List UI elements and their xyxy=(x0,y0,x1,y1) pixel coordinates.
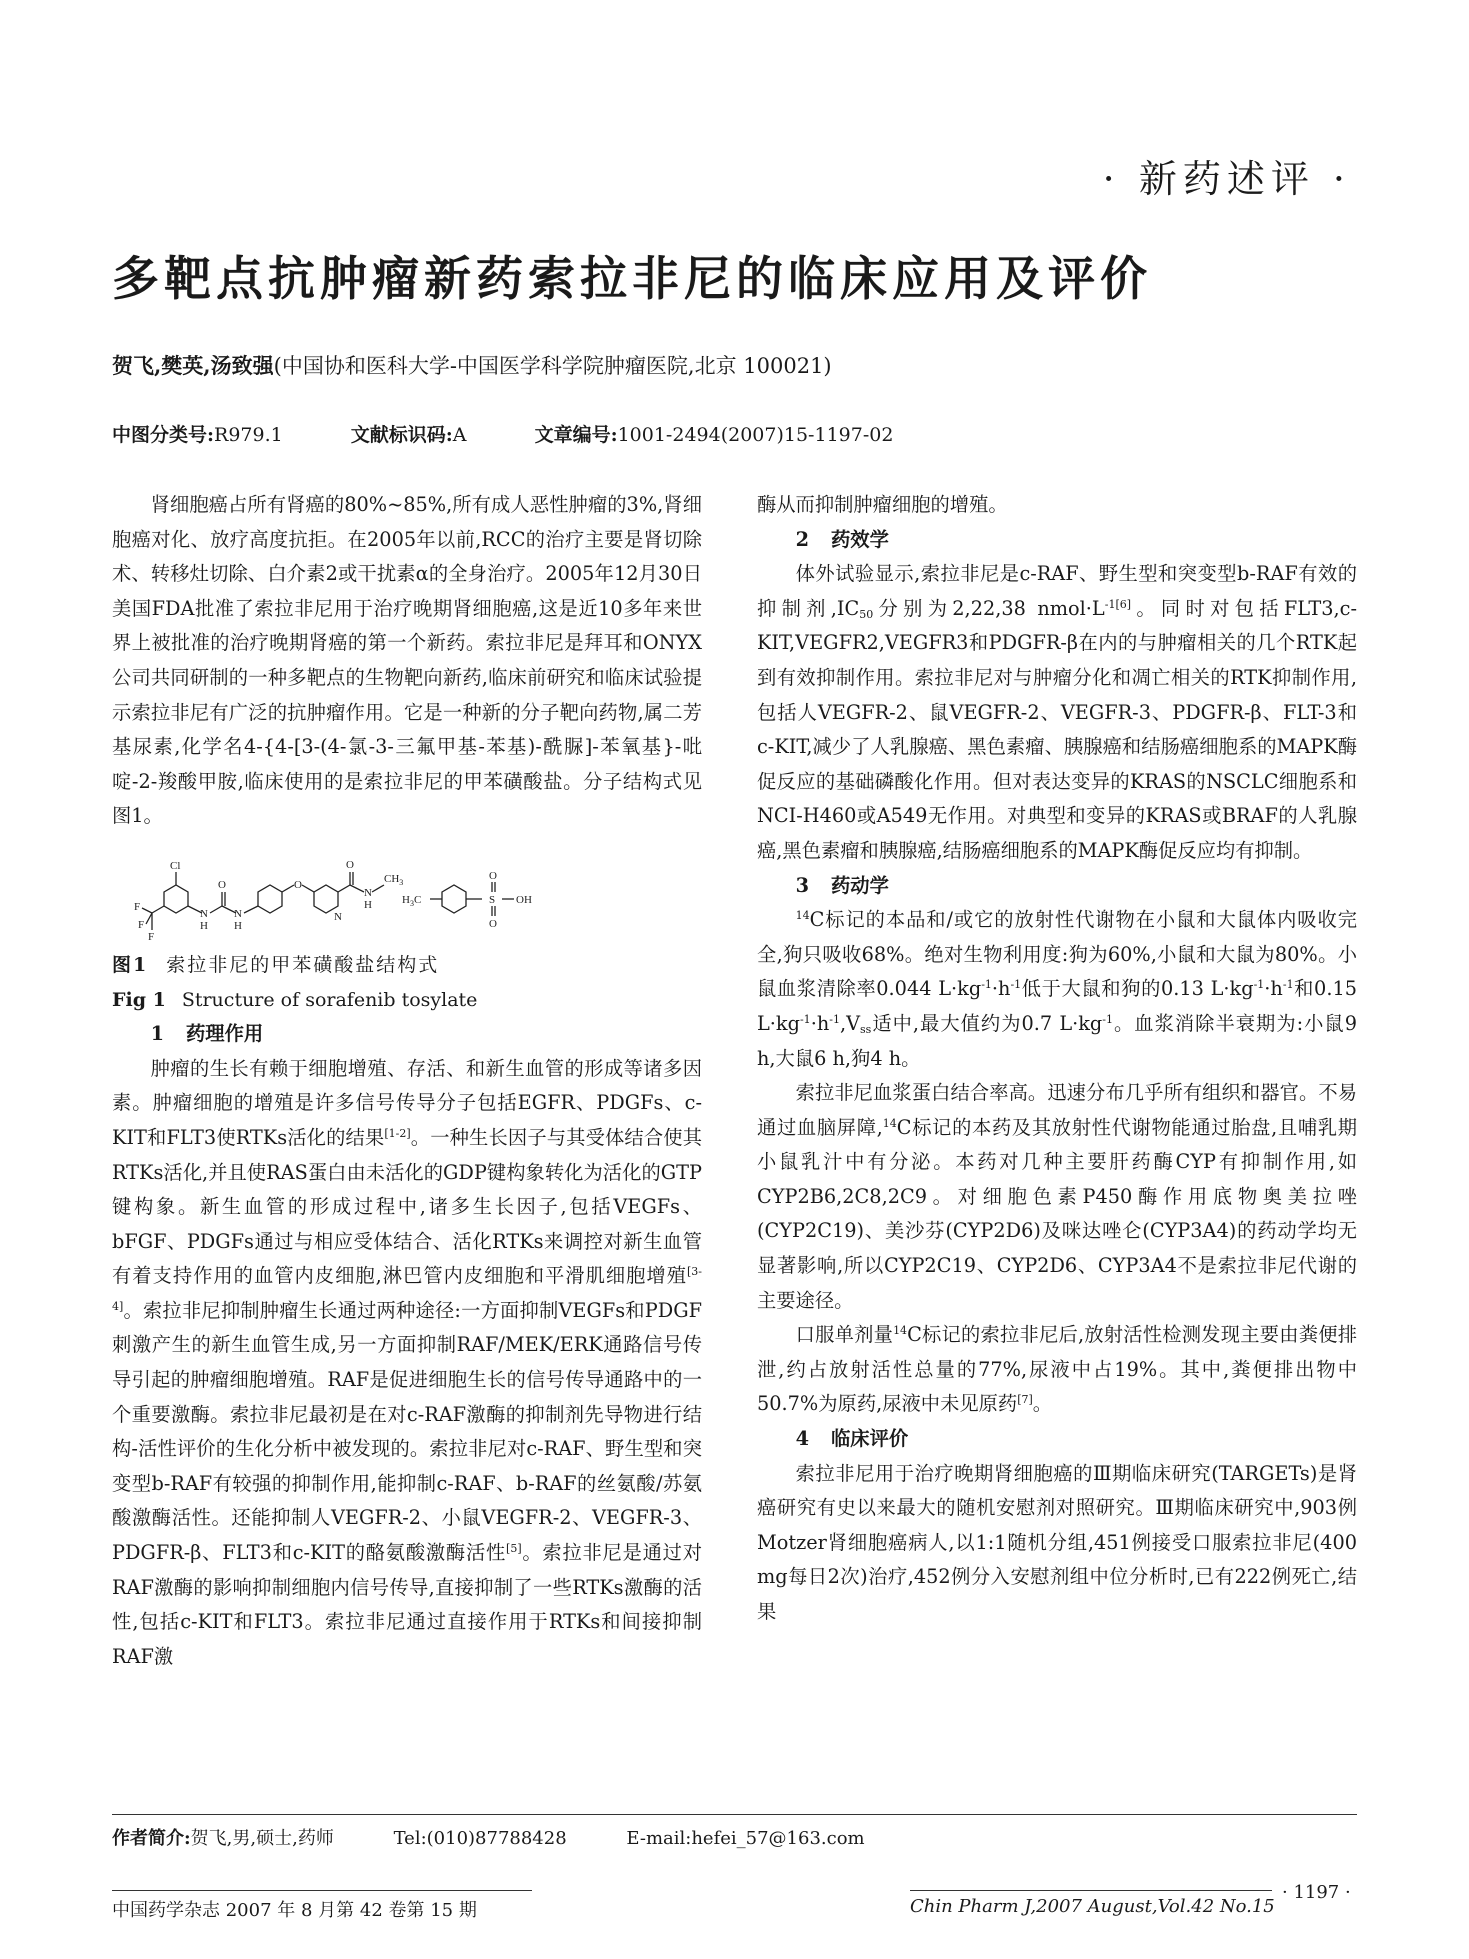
right-column xyxy=(757,488,1357,1630)
section-3-heading: 3 药动学 xyxy=(795,873,889,897)
footer-rule-left xyxy=(112,1890,532,1891)
section-tag: · 新药述评 · xyxy=(1102,157,1351,201)
atom-h1: H xyxy=(200,919,208,932)
left-column xyxy=(112,488,702,1674)
sorafenib-tosylate-structure xyxy=(112,842,702,942)
atom-n-pyridine: N xyxy=(334,910,342,923)
atom-o-top: O xyxy=(489,869,497,882)
intro-paragraph: 肾细胞癌占所有肾癌的80%~85%,所有成人恶性肿瘤的3%,肾细胞癌对化、放疗高度抗拒。在2005年以前,RCC的治疗主要是肾切除术、转移灶切除、白介素2或干扰素α的全身治疗。2005年12月30日美国FDA批准了索拉非尼用于治疗晚期肾细胞癌,这是近10多年来世界上被批准的治疗晚期肾癌的第一个新药。索拉非尼是拜耳和ONYX公司共同研制的一种多靶点的生物靶向新药,临床前研究和临床试验提示索拉非尼有广泛的抗肿瘤作用。它是一种新的分子靶向药物,属二芳基尿素,化学名4-{4-[3-(4-氯-3-三氟甲基-苯基)-酰脲]-苯氧基}-吡啶-2-羧酸甲胺,临床使用的是索拉非尼的甲苯磺酸盐。分子结构式见图1。 xyxy=(112,493,702,828)
article-meta xyxy=(112,420,955,447)
footer-journal-en: Chin Pharm J,2007 August,Vol.42 No.15 xyxy=(910,1896,1275,1917)
footnote-email: E-mail:hefei_57@163.com xyxy=(626,1828,865,1849)
footnote-tel: Tel:(010)87788428 xyxy=(393,1828,567,1849)
atom-h3c: $H_3C$ xyxy=(402,893,422,908)
atom-h2: H xyxy=(234,919,242,932)
document-code: 文献标识码:A xyxy=(350,424,467,446)
atom-o-bottom: O xyxy=(489,917,497,930)
atom-o-amide: O xyxy=(346,858,354,871)
footer-rule-right xyxy=(910,1890,1272,1891)
atom-n2: N xyxy=(234,907,242,920)
atom-o-urea: O xyxy=(218,878,226,891)
figure-1 xyxy=(112,842,702,942)
atom-oh: OH xyxy=(516,893,532,906)
atom-s: S xyxy=(489,893,496,906)
author-line xyxy=(112,350,832,380)
figure-caption-cn: 图1 索拉非尼的甲苯磺酸盐结构式 xyxy=(112,953,440,976)
section-4-body: 索拉非尼用于治疗晚期肾细胞癌的Ⅲ期临床研究(TARGETs)是肾癌研究有史以来最大的随机安慰剂对照研究。Ⅲ期临床研究中,903例Motzer肾细胞癌病人,以1:1随机分组,451例接受口服索拉非尼(400 mg每日2次)治疗,452例分入安慰剂组中位分析时,已有222例死亡,结果 xyxy=(757,1461,1357,1623)
section-3-body-1: $^{14}$C标记的本品和/或它的放射性代谢物在小鼠和大鼠体内吸收完全,狗只吸收68%。绝对生物利用度:狗为60%,小鼠和大鼠为80%。小鼠血浆清除率0.044 $L\cdot kg^{-1}\cdot h^{-1}$低于大鼠和狗的0.13 $L\cdot kg^{-1}\cdot h^{-1}$和0.15 $L\cdot kg^{-1}\cdot h^{-1},V_{ss}$适中,最大值约为0.7 $L\cdot kg^{-1}$。血浆消除半衰期为:小鼠9 h,大鼠6 h,狗4 h。 xyxy=(757,908,1357,1070)
footnote-bio: 贺飞,男,硕士,药师 xyxy=(190,1828,334,1849)
section-1-heading: 1 药理作用 xyxy=(150,1022,264,1046)
section-3-body-3: 口服单剂量$^{14}$C标记的索拉非尼后,放射活性检测发现主要由粪便排泄,约占放射活性总量的77%,尿液中占19%。其中,粪便排出物中50.7%为原药,尿液中未见原药[7]。 xyxy=(757,1323,1357,1416)
section-1-body: 肿瘤的生长有赖于细胞增殖、存活、和新生血管的形成等诸多因素。肿瘤细胞的增殖是许多信号传导分子包括EGFR、PDGFs、c-KIT和FLT3使RTKs活化的结果[1-2]。一种生长因子与其受体结合使其RTKs活化,并且使RAS蛋白由未活化的GDP键构象转化为活化的GTP键构象。新生血管的形成过程中,诸多生长因子,包括VEGFs、bFGF、PDGFs通过与相应受体结合、活化RTKs来调控对新生血管有着支持作用的血管内皮细胞,淋巴管内皮细胞和平滑肌细胞增殖[3-4]。索拉非尼抑制肿瘤生长通过两种途径:一方面抑制VEGFs和PDGF刺激产生的新生血管生成,另一方面抑制RAF/MEK/ERK通路信号传导引起的肿瘤细胞增殖。RAF是促进细胞生长的信号传导通路中的一个重要激酶。索拉非尼最初是在对c-RAF激酶的抑制剂先导物进行结构-活性评价的生化分析中被发现的。索拉非尼对c-RAF、野生型和突变型b-RAF有较强的抑制作用,能抑制c-RAF、b-RAF的丝氨酸/苏氨酸激酶活性。还能抑制人VEGFR-2、小鼠VEGFR-2、VEGFR-3、PDGFR-β、FLT3和c-KIT的酪氨酸激酶活性[5]。索拉非尼是通过对RAF激酶的影响抑制细胞内信号传导,直接抑制了一些RTKs激酶的活性,包括c-KIT和FLT3。索拉非尼通过直接作用于RTKs和间接抑制RAF激 xyxy=(112,1056,703,1668)
page-number: · 1197 · xyxy=(1282,1882,1351,1903)
continued-text: 酶从而抑制肿瘤细胞的增殖。 xyxy=(757,493,1008,516)
section-4-heading: 4 临床评价 xyxy=(795,1427,909,1451)
footnote-label: 作者简介: xyxy=(112,1828,191,1849)
footnote-divider xyxy=(112,1814,1357,1815)
section-3-body-2: 索拉非尼血浆蛋白结合率高。迅速分布几乎所有组织和器官。不易通过血脑屏障,$^{14}$C标记的本药及其放射性代谢物能通过胎盘,且哺乳期小鼠乳汁中有分泌。本药对几种主要肝药酶CYP有抑制作用,如CYP2B6,2C8,2C9。对细胞色素P450酶作用底物奥美拉唑(CYP2C19)、美沙芬(CYP2D6)及咪达唑仑(CYP3A4)的药动学均无显著影响,所以CYP2C19、CYP2D6、CYP3A4不是索拉非尼代谢的主要途径。 xyxy=(757,1081,1357,1312)
atom-cl: Cl xyxy=(170,859,181,872)
author-names: 贺飞,樊英,汤致强 xyxy=(112,353,274,378)
section-2-heading: 2 药效学 xyxy=(795,527,889,551)
atom-n1: N xyxy=(200,907,208,920)
atom-o-ether: O xyxy=(294,878,302,891)
atom-f3: F xyxy=(148,930,155,942)
figure-caption-en: Fig 1 Structure of sorafenib tosylate xyxy=(112,988,478,1011)
clc-number: 中图分类号:R979.1 xyxy=(112,424,283,446)
article-number: 文章编号:1001-2494(2007)15-1197-02 xyxy=(534,424,894,446)
author-footnote xyxy=(112,1824,919,1850)
atom-h-amide: H xyxy=(364,898,372,911)
footer-journal-cn: 中国药学杂志 2007 年 8 月第 42 卷第 15 期 xyxy=(112,1900,477,1921)
article-title: 多靶点抗肿瘤新药索拉非尼的临床应用及评价 xyxy=(112,252,1152,307)
atom-ch3: $CH_3$ xyxy=(384,872,404,887)
section-2-body: 体外试验显示,索拉非尼是c-RAF、野生型和突变型b-RAF有效的抑制剂$,IC_{50}$分别为2,22,38 $nmol\cdot L^{-1[6]}$。同时对包括FLT3,c-KIT,VEGFR2,VEGFR3和PDGFR-β在内的与肿瘤相关的几个RTK起到有效抑制作用。索拉非尼对与肿瘤分化和凋亡相关的RTK抑制作用,包括人VEGFR-2、鼠VEGFR-2、VEGFR-3、PDGFR-β、FLT-3和c-KIT,减少了人乳腺癌、黑色素瘤、胰腺癌和结肠癌细胞系的MAPK酶促反应的基础磷酸化作用。但对表达变异的KRAS的NSCLC细胞系和NCI-H460或A549无作用。对典型和变异的KRAS或BRAF的人乳腺癌,黑色素瘤和胰腺癌,结肠癌细胞系的MAPK酶促反应均有抑制。 xyxy=(757,562,1357,862)
atom-f2: F xyxy=(138,918,145,931)
author-affiliation: (中国协和医科大学-中国医学科学院肿瘤医院,北京 100021) xyxy=(273,354,832,378)
atom-n-amide: N xyxy=(364,886,372,899)
atom-f1: F xyxy=(134,900,141,913)
